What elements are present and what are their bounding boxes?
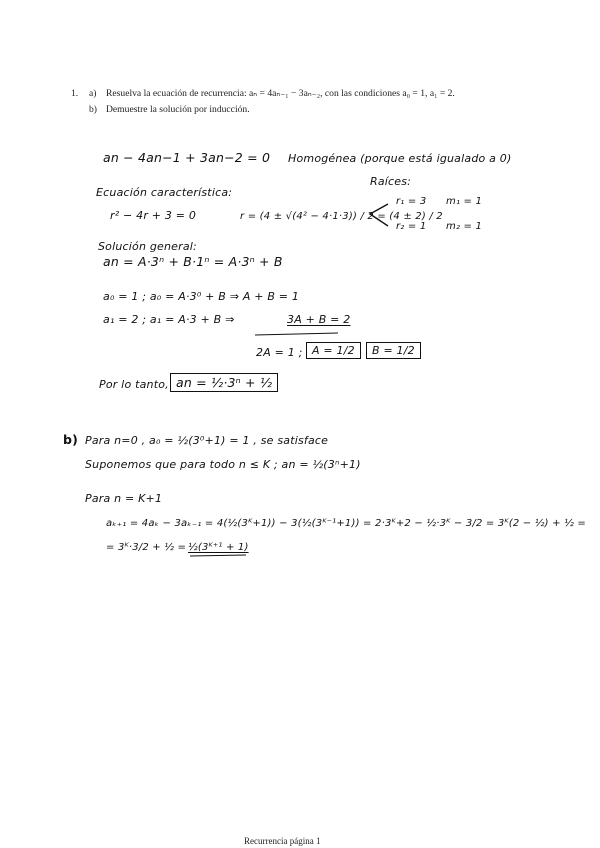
induction-step-label: Para n = K+1 bbox=[85, 492, 163, 505]
recurrence-equation: an − 4an−1 + 3an−2 = 0 bbox=[103, 150, 271, 165]
conclusion-label: Por lo tanto, bbox=[99, 378, 169, 391]
part-a-label: a) bbox=[89, 88, 97, 99]
initial-condition-1: a₁ = 2 ; a₁ = A·3 + B ⇒ bbox=[103, 313, 235, 326]
part-b-statement: Demuestre la solución por inducción. bbox=[106, 104, 250, 115]
separator-line bbox=[255, 333, 338, 335]
problem-number: 1. bbox=[71, 88, 79, 99]
closed-form-box: an = ½·3ⁿ + ½ bbox=[170, 373, 278, 392]
part-b-solution-label: b) bbox=[63, 432, 79, 447]
initial-condition-0: a₀ = 1 ; a₀ = A·3⁰ + B ⇒ A + B = 1 bbox=[103, 290, 300, 303]
base-case: Para n=0 , a₀ = ½(3⁰+1) = 1 , se satisface bbox=[85, 434, 329, 447]
page-footer: Recurrencia página 1 bbox=[244, 836, 321, 846]
general-solution-heading: Solución general: bbox=[98, 240, 197, 253]
roots-formula: r = (4 ± √(4² − 4·1·3)) / 2 = (4 ± 2) / 2 bbox=[240, 211, 443, 222]
homogeneous-note: Homogénea (porque está igualado a 0) bbox=[288, 152, 512, 165]
multiplicity-1: m₁ = 1 bbox=[446, 196, 483, 207]
b-value-box: B = 1/2 bbox=[366, 342, 421, 359]
result-underline bbox=[190, 555, 246, 556]
two-a-equation: 2A = 1 ; bbox=[256, 346, 303, 359]
root-1: r₁ = 3 bbox=[396, 196, 427, 207]
linear-equation: 3A + B = 2 bbox=[287, 313, 351, 326]
induction-step-line-1: aₖ₊₁ = 4aₖ − 3aₖ₋₁ = 4(½(3ᴷ+1)) − 3(½(3ᴷ⁻¹+1)) = 2·3ᴷ+2 − ½·3ᴷ − 3/2 = 3ᴷ(2 − ½) + ½ = bbox=[106, 518, 586, 529]
char-eq-heading: Ecuación característica: bbox=[96, 186, 233, 199]
multiplicity-2: m₂ = 1 bbox=[446, 221, 483, 232]
induction-result: ½(3ᴷ⁺¹ + 1) bbox=[188, 542, 249, 553]
a-value-box: A = 1/2 bbox=[306, 342, 361, 359]
induction-hypothesis: Suponemos que para todo n ≤ K ; an = ½(3ⁿ+1) bbox=[85, 458, 361, 471]
roots-bracket bbox=[370, 204, 388, 226]
char-equation: r² − 4r + 3 = 0 bbox=[110, 209, 197, 222]
general-solution: an = A·3ⁿ + B·1ⁿ = A·3ⁿ + B bbox=[103, 254, 283, 269]
induction-step-line-2: = 3ᴷ·3/2 + ½ = bbox=[106, 542, 187, 553]
part-a-statement: Resuelva la ecuación de recurrencia: aₙ = 4aₙ₋₁ − 3aₙ₋₂, con las condiciones a₀ = 1, a₁ = 2. bbox=[106, 88, 455, 99]
part-b-label: b) bbox=[89, 104, 97, 115]
roots-heading: Raíces: bbox=[370, 175, 412, 188]
root-2: r₂ = 1 bbox=[396, 221, 427, 232]
